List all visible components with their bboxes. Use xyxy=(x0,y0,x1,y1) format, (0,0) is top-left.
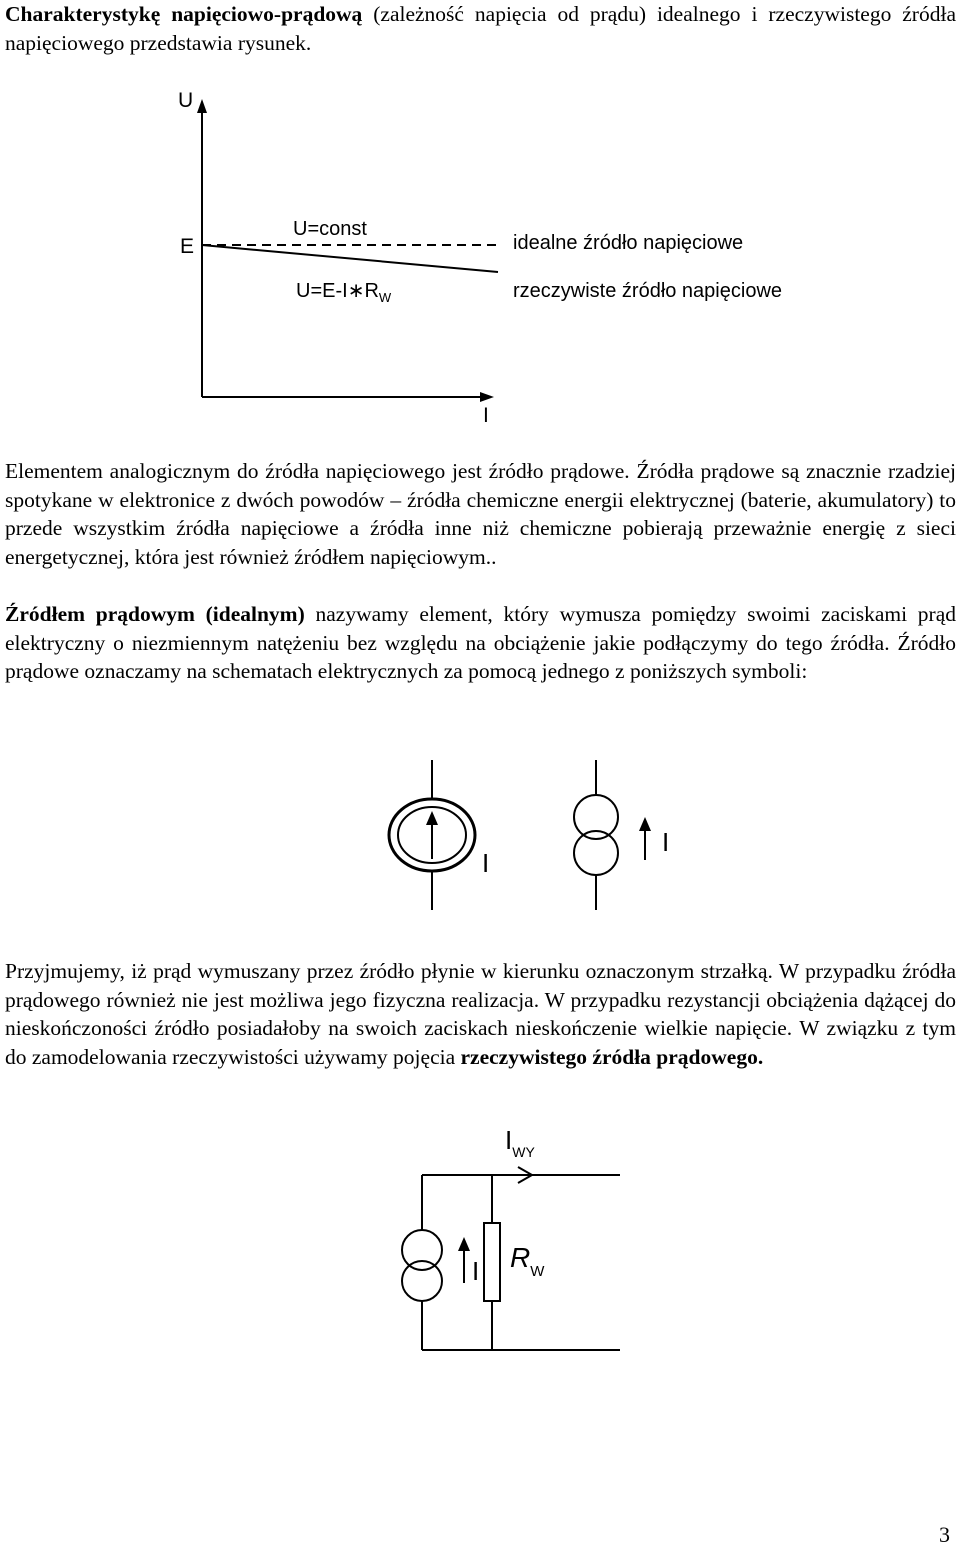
paragraph-3 xyxy=(5,957,956,1071)
intro-bold: Charakterystykę napięciowo-prądową xyxy=(5,2,363,26)
paragraph-2 xyxy=(5,600,956,686)
resistor xyxy=(484,1223,500,1301)
formula-main: U=E-I xyxy=(296,280,348,302)
paragraph-3-text: Przyjmujemy, iż prąd wymuszany przez źródło płynie w kierunku oznaczonym strzałką. W przypadku źródła prądowego również nie jest możliwa jego fizyczna realizacja. W przypadku rezystancji obciążenia dążącej do nieskończoności źródło posiadałoby na swoich zaciskach nieskończenie wielkie napięcie. W związku z tym do zamodelowania rzeczywistości używamy pojęcia xyxy=(5,959,956,1069)
source-circle-bottom xyxy=(402,1261,442,1301)
arrow-up-icon xyxy=(639,817,651,831)
real-source-label: rzeczywiste źródło napięciowe xyxy=(513,280,783,302)
symbol-2-label: I xyxy=(662,827,670,857)
x-axis-arrow-icon xyxy=(480,392,494,402)
ideal-source-label: idealne źródło napięciowe xyxy=(513,232,744,254)
arrow-up-icon xyxy=(426,811,438,825)
const-label: U=const xyxy=(293,218,367,240)
current-source-symbol-circle xyxy=(389,760,475,910)
arrow-up-icon xyxy=(458,1237,470,1251)
output-current-symbol: I xyxy=(505,1125,513,1155)
formula-label xyxy=(296,280,392,305)
formula-sub: W xyxy=(378,290,392,305)
page-number: 3 xyxy=(939,1522,950,1547)
real-current-source-circuit-diagram xyxy=(380,1105,640,1365)
real-source-line xyxy=(202,245,498,272)
output-current-label xyxy=(505,1125,535,1160)
symbol-1-label: I xyxy=(482,848,490,878)
resistor-subscript: W xyxy=(530,1263,545,1280)
paragraph-3-bold: rzeczywistego źródła prądowego. xyxy=(460,1044,764,1069)
intro-paragraph xyxy=(5,0,956,57)
paragraph-1: Elementem analogicznym do źródła napięciowego jest źródło prądowe. Źródła prądowe są znacznie rzadziej spotykane w elektronice z dwóch powodów – źródła chemiczne energii elektrycznej (baterie, akumulatory) to przede wszystkim źródła napięciowe a źródła inne niż chemiczne pobierają przeważnie energię z sieci energetycznej, która jest również źródłem napięciowym.. xyxy=(5,459,956,569)
paragraph-2-bold: Źródłem prądowym (idealnym) xyxy=(5,602,305,626)
output-current-subscript: WY xyxy=(512,1144,535,1160)
current-source-symbols-diagram xyxy=(370,755,700,915)
x-axis-label: I xyxy=(483,404,489,427)
paragraph-2-text: nazywamy element, który wymusza pomiędzy swoimi zaciskami prąd elektryczny o niezmiennym natężeniu bez względu na obciążenie jakie podłączymy do tego źródła. Źródło prądowe oznaczamy na schematach elektrycznych za pomocą jednego z poniższych symboli: xyxy=(5,602,956,683)
symbol-2-arrow xyxy=(639,817,651,860)
intro-text: (zależność napięcia od prądu) idealnego i rzeczywistego źródła napięciowego przedstawia rysunek. xyxy=(5,2,956,55)
resistor-label xyxy=(510,1242,545,1280)
source-circle-top xyxy=(402,1230,442,1270)
formula-r: R xyxy=(364,280,379,302)
source-current-label: I xyxy=(472,1256,480,1286)
e-label: E xyxy=(180,235,195,258)
y-axis-label: U xyxy=(178,89,194,112)
y-axis-arrow-icon xyxy=(197,99,207,113)
formula-star: ∗ xyxy=(347,280,365,302)
resistor-symbol: R xyxy=(510,1242,531,1273)
current-source-symbol-double-circle xyxy=(574,760,618,910)
voltage-source-characteristic-diagram xyxy=(160,85,840,435)
